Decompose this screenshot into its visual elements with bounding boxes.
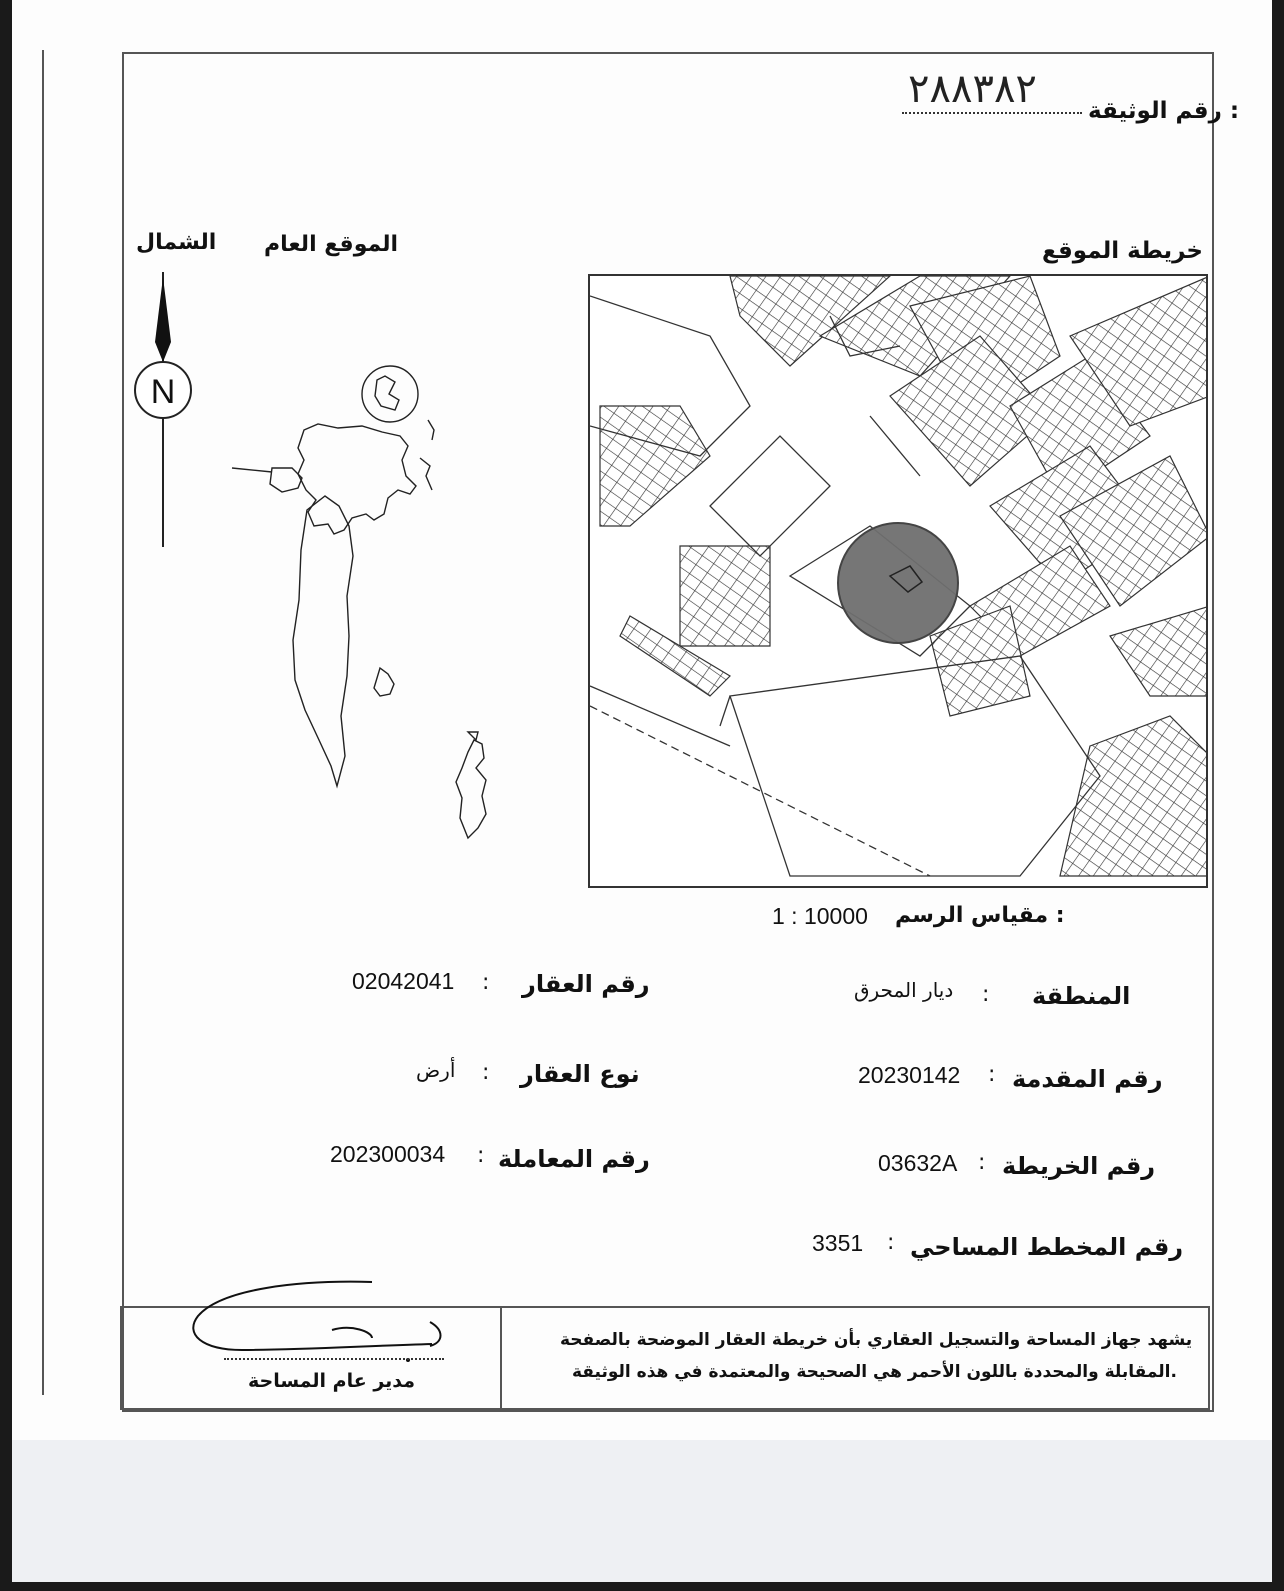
map-number-colon: :	[978, 1150, 986, 1175]
site-map-title: خريطة الموقع	[1042, 238, 1204, 264]
certification-line-1: يشهد جهاز المساحة والتسجيل العقاري بأن خريطة العقار الموضحة بالصفحة	[560, 1330, 1193, 1350]
doc-number-handwritten: ٢٨٨٣٨٢	[908, 66, 1037, 112]
property-type-colon: :	[482, 1060, 490, 1085]
north-arrow-icon	[132, 272, 202, 552]
previous-page-edge	[12, 50, 44, 1395]
doc-number-label: رقم الوثيقة :	[1088, 98, 1240, 124]
north-letter: N	[150, 373, 176, 411]
transaction-number-colon: :	[477, 1143, 485, 1168]
region-value: ديار المحرق	[854, 978, 954, 1002]
property-number-label: رقم العقار	[522, 970, 650, 998]
region-label: المنطقة	[1032, 982, 1131, 1010]
signature-image	[182, 1276, 452, 1366]
applicant-number-value: 20230142	[858, 1062, 961, 1088]
applicant-number-colon: :	[988, 1062, 996, 1087]
map-number-value: 03632A	[878, 1150, 958, 1176]
north-label: الشمال	[136, 230, 217, 255]
general-location-map	[212, 360, 532, 860]
signatory-title: مدير عام المساحة	[248, 1370, 416, 1392]
site-map-drawing	[590, 276, 1208, 888]
transaction-number-label: رقم المعاملة	[498, 1145, 650, 1173]
scale-label: مقياس الرسم :	[895, 903, 1065, 928]
general-location-title: الموقع العام	[264, 232, 399, 257]
property-type-label: نوع العقار	[520, 1060, 640, 1088]
survey-plan-label: رقم المخطط المساحي	[910, 1233, 1184, 1261]
survey-plan-colon: :	[887, 1230, 895, 1255]
property-type-value: أرض	[416, 1058, 456, 1082]
doc-number-dotline	[902, 112, 1082, 114]
signature-dotline	[224, 1358, 444, 1360]
map-number-label: رقم الخريطة	[1002, 1152, 1156, 1180]
scale-value: 1 : 10000	[772, 903, 868, 929]
transaction-number-value: 202300034	[330, 1141, 446, 1167]
property-number-colon: :	[482, 970, 490, 995]
site-map	[588, 274, 1208, 888]
certification-line-2: المقابلة والمحددة باللون الأحمر هي الصحيحة والمعتمدة في هذه الوثيقة.	[572, 1362, 1177, 1382]
survey-plan-value: 3351	[812, 1230, 864, 1256]
certification-divider	[500, 1306, 502, 1410]
region-colon: :	[982, 982, 990, 1007]
property-number-value: 02042041	[352, 968, 455, 994]
document-sheet	[12, 0, 1272, 1582]
scan-margin	[12, 1440, 1272, 1582]
applicant-number-label: رقم المقدمة	[1012, 1065, 1163, 1093]
